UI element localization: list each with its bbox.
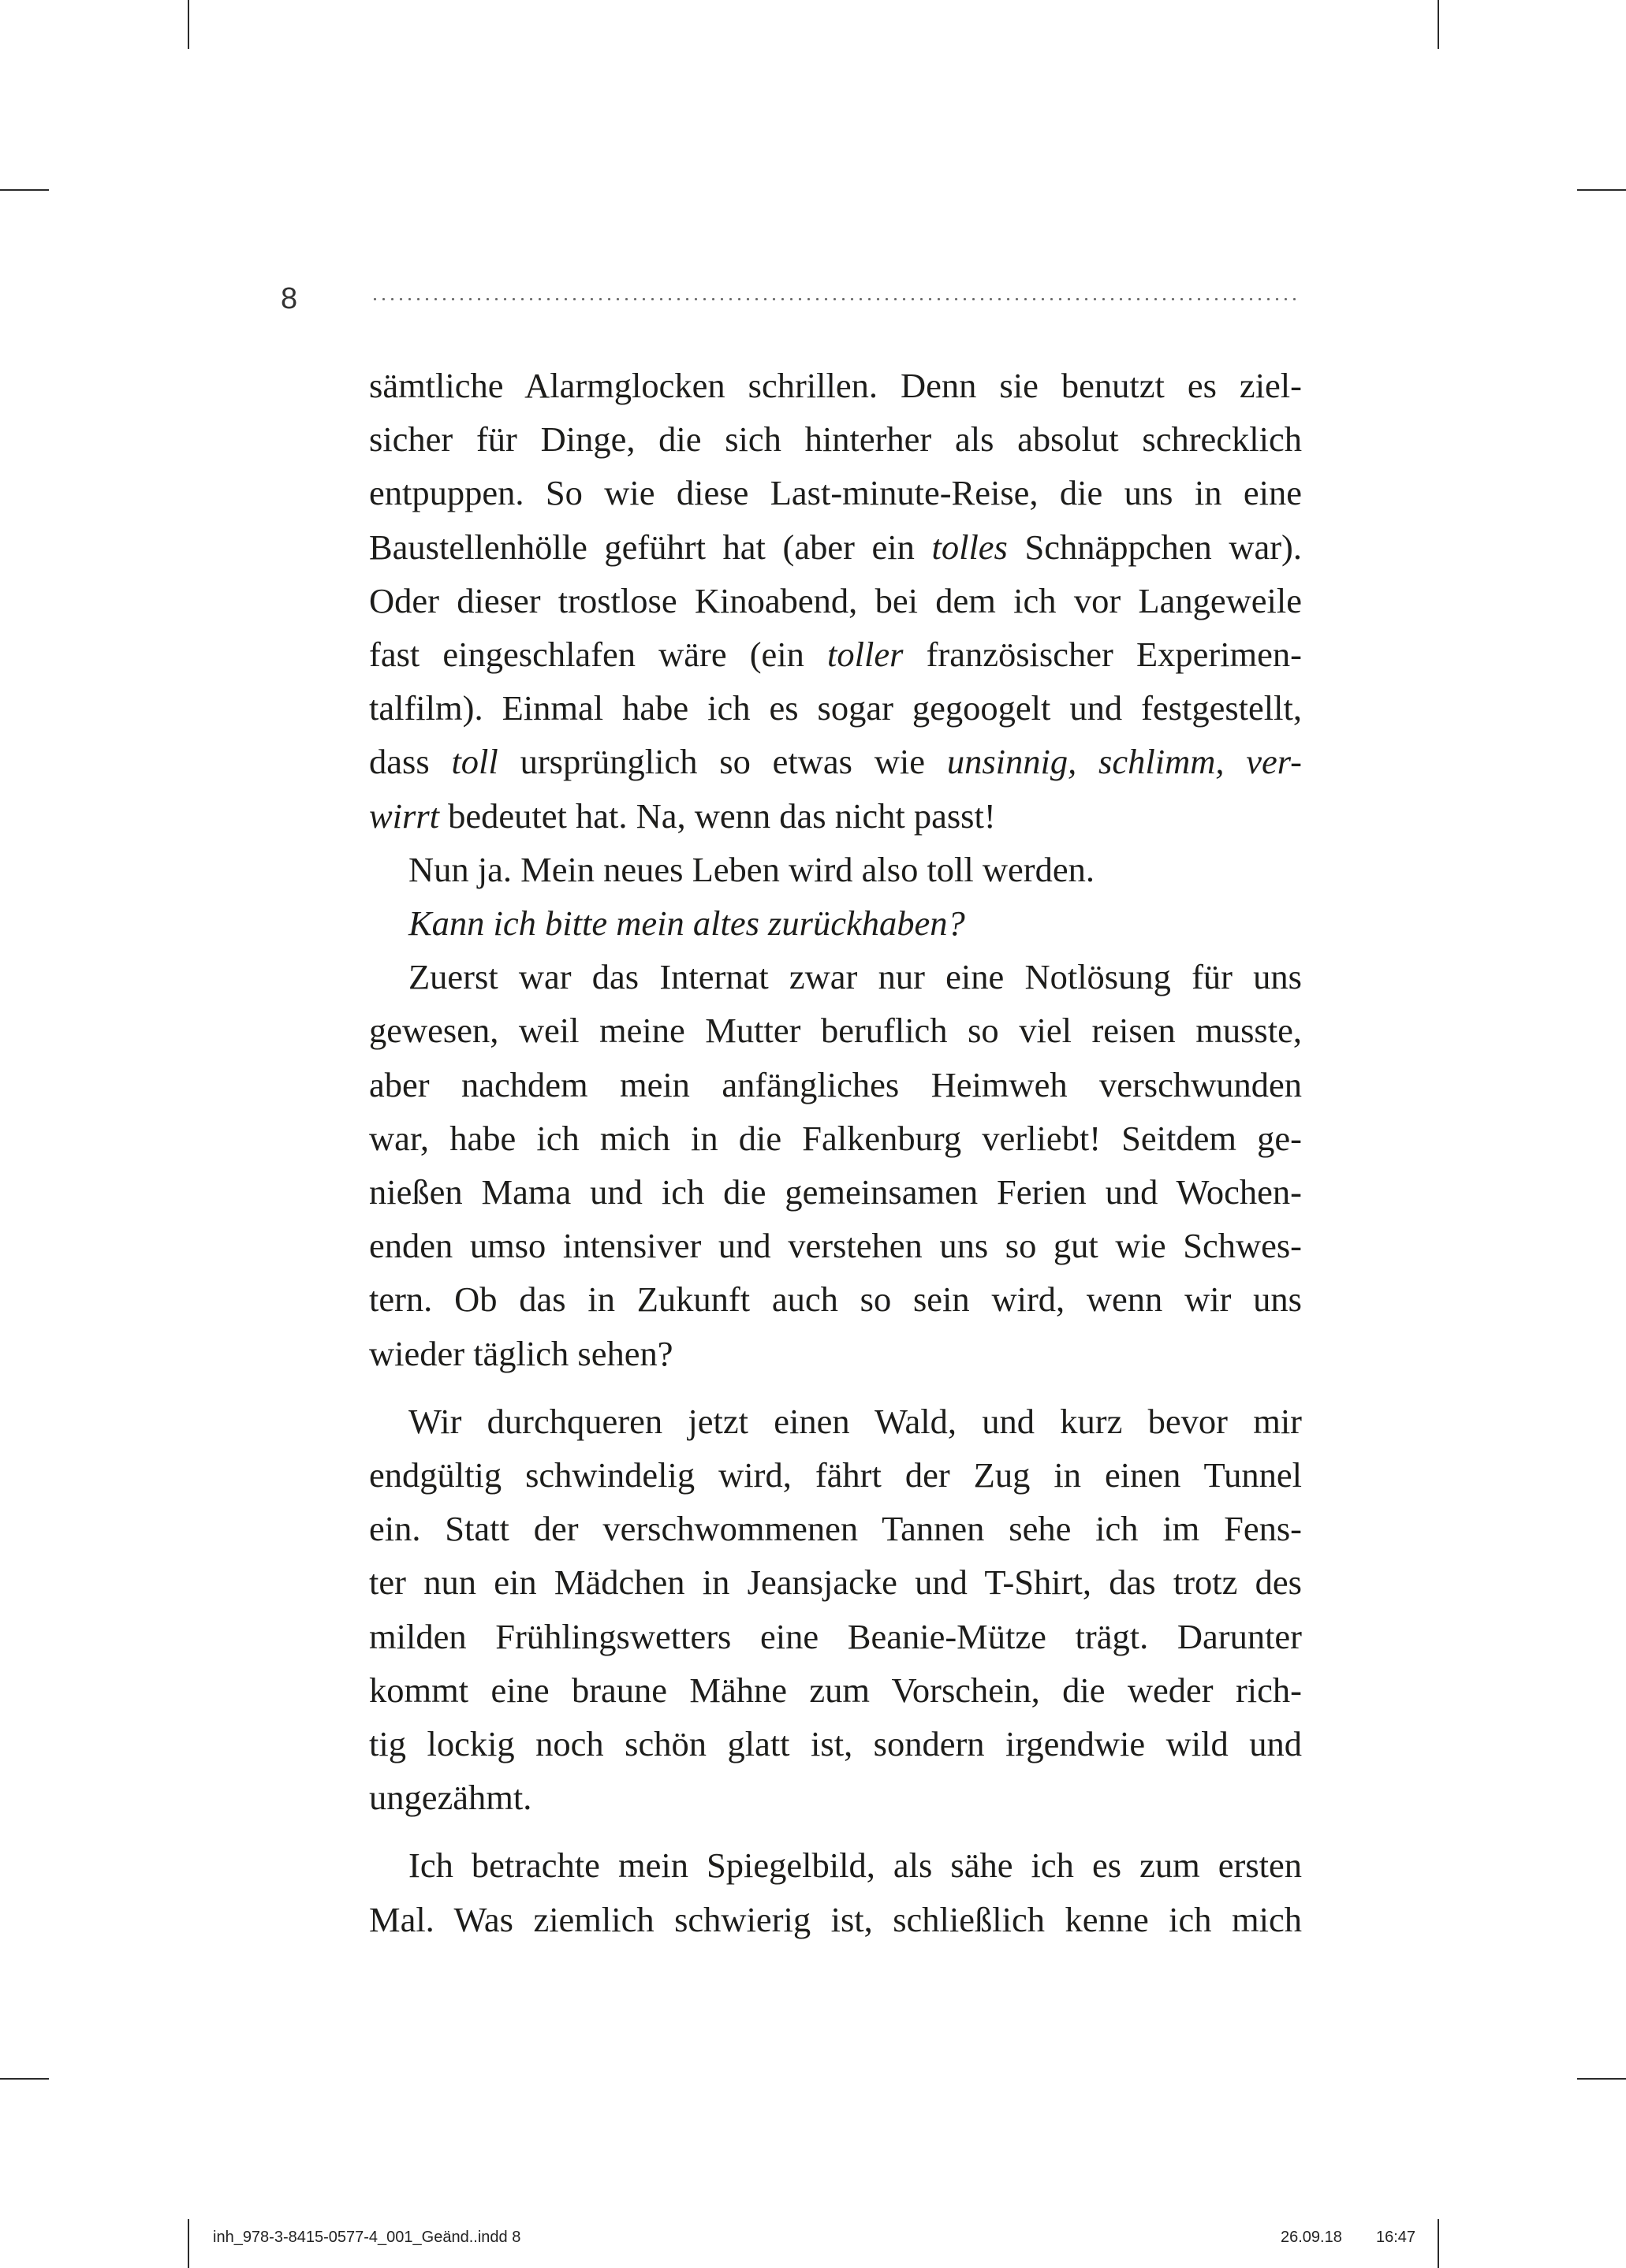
text-segment: fast eingeschlafen wäre (ein xyxy=(369,635,828,675)
dotted-header-rule xyxy=(371,298,1301,300)
paragraph-gap xyxy=(369,1824,1302,1838)
text-line: sämtliche Alarmglocken schrillen. Denn sie benutzt es ziel- xyxy=(369,366,1302,405)
text-line: Nun ja. Mein neues Leben wird also toll werden. xyxy=(408,849,1095,889)
text-line: endgültig schwindelig wird, fährt der Zug in einen Tunnel xyxy=(369,1455,1302,1495)
crop-mark-right-bottom xyxy=(1577,2078,1626,2080)
text-line: gewesen, weil meine Mutter beruflich so viel reisen musste, xyxy=(369,1011,1302,1051)
text-line: milden Frühlingswetters eine Beanie-Mütze trägt. Darunter xyxy=(369,1616,1302,1656)
text-line: entpuppen. So wie diese Last-minute-Reise, die uns in eine xyxy=(369,473,1302,513)
text-line: Ich betrachte mein Spiegelbild, als sähe ich es zum ersten xyxy=(408,1845,1302,1886)
text-line: tig lockig noch schön glatt ist, sondern irgendwie wild und xyxy=(369,1724,1302,1764)
text-line: kommt eine braune Mähne zum Vorschein, die weder rich- xyxy=(369,1670,1302,1710)
text-line: wieder täglich sehen? xyxy=(369,1333,673,1373)
text-segment: Schnäppchen war). xyxy=(1007,527,1303,567)
slug-filename: inh_978-3-8415-0577-4_001_Geänd..indd 8 xyxy=(213,2229,521,2246)
text-line: talfilm). Einmal habe ich es sogar gegoogelt und festgestellt, xyxy=(369,688,1302,728)
text-line xyxy=(369,896,1302,950)
text-line: tern. Ob das in Zukunft auch so sein wird, wenn wir uns xyxy=(369,1279,1302,1320)
text-line: Oder dieser trostlose Kinoabend, bei dem ich vor Langeweile xyxy=(369,580,1302,620)
text-segment: Baustellenhölle geführt hat (aber ein xyxy=(369,527,932,567)
text-line xyxy=(369,789,1302,843)
text-line: ter nun ein Mädchen in Jeansjacke und T-Shirt, das trotz des xyxy=(369,1562,1302,1603)
italic-segment: unsinnig, schlimm, ver- xyxy=(946,742,1303,782)
italic-segment: Kann ich bitte mein altes zurückhaben? xyxy=(408,903,965,944)
text-line xyxy=(369,628,1302,681)
text-segment: bedeutet hat. Na, wenn das nicht passt! xyxy=(439,795,996,836)
crop-mark-bottom-left xyxy=(188,2219,189,2268)
crop-mark-right-top xyxy=(1577,189,1626,191)
text-segment: französischer Experimen- xyxy=(903,635,1302,675)
italic-segment: toller xyxy=(827,635,904,675)
text-line: nießen Mama und ich die gemeinsamen Ferien und Wochen- xyxy=(369,1172,1302,1212)
text-line: ungezähmt. xyxy=(369,1778,532,1818)
body-text xyxy=(369,359,1302,1946)
italic-segment: wirrt xyxy=(369,795,440,836)
text-segment: ursprünglich so etwas wie xyxy=(498,742,947,782)
text-line: ein. Statt der verschwommenen Tannen sehe ich im Fens- xyxy=(369,1509,1302,1549)
text-line: Mal. Was ziemlich schwierig ist, schließlich kenne ich mich xyxy=(369,1899,1302,1939)
slug-date: 26.09.18 xyxy=(1281,2229,1342,2246)
crop-mark-bottom-right xyxy=(1438,2219,1439,2268)
text-line xyxy=(369,520,1302,574)
crop-mark-top-right xyxy=(1438,0,1439,49)
crop-mark-left-bottom xyxy=(0,2078,49,2080)
text-line: war, habe ich mich in die Falkenburg verliebt! Seitdem ge- xyxy=(369,1118,1302,1158)
text-segment: dass xyxy=(369,742,452,782)
text-line xyxy=(369,735,1302,788)
text-line: enden umso intensiver und verstehen uns so gut wie Schwes- xyxy=(369,1226,1302,1266)
italic-segment: toll xyxy=(451,742,498,782)
page-number: 8 xyxy=(281,282,298,315)
paragraph-gap xyxy=(369,1380,1302,1395)
italic-segment: tolles xyxy=(931,527,1008,567)
text-line: Wir durchqueren jetzt einen Wald, und kurz bevor mir xyxy=(408,1401,1302,1441)
crop-mark-left-top xyxy=(0,189,49,191)
text-line: Zuerst war das Internat zwar nur eine Notlösung für uns xyxy=(408,957,1302,997)
text-line: aber nachdem mein anfängliches Heimweh verschwunden xyxy=(369,1064,1302,1104)
slug-time: 16:47 xyxy=(1376,2229,1416,2246)
crop-mark-top-left xyxy=(188,0,189,49)
text-line: sicher für Dinge, die sich hinterher als absolut schrecklich xyxy=(369,419,1302,460)
